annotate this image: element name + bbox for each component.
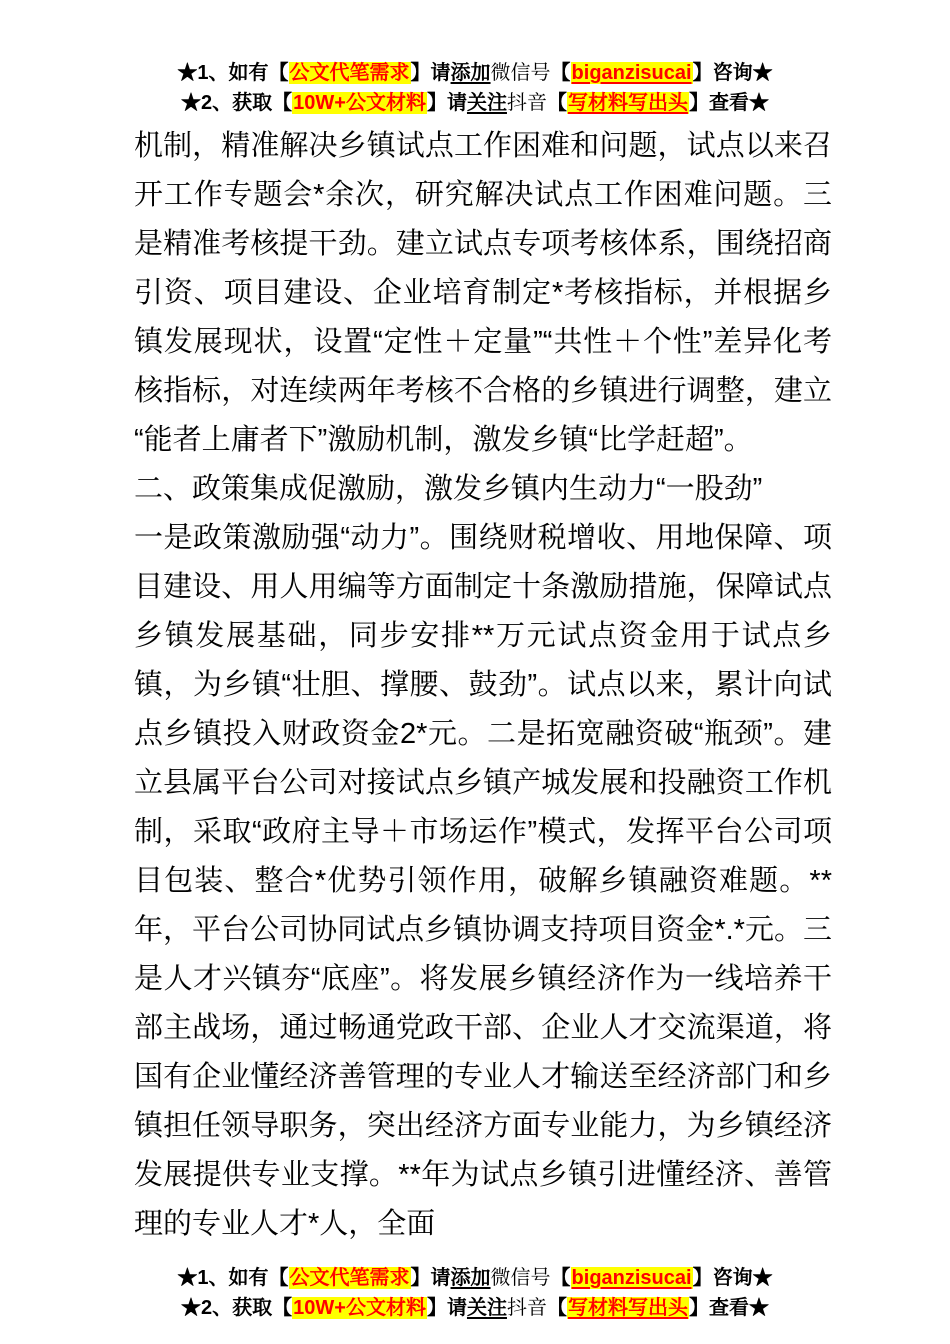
promo-line2-highlight-materials: 10W+公文材料 xyxy=(293,92,426,114)
promo-line1-highlight-service: 公文代笔需求 xyxy=(289,62,410,84)
promo-line2-channel-douyin: 抖音 xyxy=(506,92,547,114)
promo-banner-bottom xyxy=(0,1263,950,1323)
paragraph-continuation: 机制，精准解决乡镇试点工作困难和问题，试点以来召开工作专题会*余次，研究解决试点工作困难问题。三是精准考核提干劲。建立试点专项考核体系，围绕招商引资、项目建设、企业培育制定*考核指标，并根据乡镇发展现状，设置“定性＋定量”“共性＋个性”差异化考核指标，对连续两年考核不合格的乡镇进行调整，建立“能者上庸者下”激励机制，激发乡镇“比学赶超”。 xyxy=(134,130,832,456)
promo-line-1 xyxy=(0,58,950,88)
document-body xyxy=(0,118,950,1249)
promo-line1-highlight-service: 公文代笔需求 xyxy=(289,1267,410,1289)
promo-line2-suffix: 】查看★ xyxy=(688,1297,769,1319)
promo-line-2 xyxy=(0,1293,950,1323)
promo-line1-channel-wechat: 微信号 xyxy=(490,62,551,84)
section-heading: 二、政策集成促激励，激发乡镇内生动力“一股劲” xyxy=(134,473,763,505)
promo-line-2 xyxy=(0,88,950,118)
promo-line1-channel-wechat: 微信号 xyxy=(490,1267,551,1289)
promo-line1-mid: 】请 xyxy=(410,1267,451,1289)
promo-line2-bracket: 【 xyxy=(546,92,567,114)
promo-line1-bracket: 【 xyxy=(550,1267,571,1289)
promo-line2-channel-douyin: 抖音 xyxy=(506,1297,547,1319)
promo-line1-action-add: 添加 xyxy=(450,1267,491,1289)
paragraph-section-2: 一是政策激励强“动力”。围绕财税增收、用地保障、项目建设、用人用编等方面制定十条激励措施，保障试点乡镇发展基础，同步安排**万元试点资金用于试点乡镇，为乡镇“壮胆、撑腰、鼓劲”。试点以来，累计向试点乡镇投入财政资金2*元。二是拓宽融资破“瓶颈”。建立县属平台公司对接试点乡镇产城发展和投融资工作机制，采取“政府主导＋市场运作”模式，发挥平台公司项目包装、整合*优势引领作用，破解乡镇融资难题。**年，平台公司协同试点乡镇协调支持项目资金*.*元。三是人才兴镇夯“底座”。将发展乡镇经济作为一线培养干部主战场，通过畅通党政干部、企业人才交流渠道，将国有企业懂经济善管理的专业人才输送至经济部门和乡镇担任领导职务，突出经济方面专业能力，为乡镇经济发展提供专业支撑。**年为试点乡镇引进懂经济、善管理的专业人才*人，全面 xyxy=(134,522,832,1240)
promo-line2-action-follow: 关注 xyxy=(466,1297,507,1319)
promo-line2-prefix: ★2、获取【 xyxy=(181,92,293,114)
promo-line2-suffix: 】查看★ xyxy=(688,92,769,114)
promo-line2-bracket: 【 xyxy=(546,1297,567,1319)
promo-line1-wechat-id: biganzisucai xyxy=(571,62,692,84)
promo-line1-prefix: ★1、如有【 xyxy=(177,1267,289,1289)
promo-line2-prefix: ★2、获取【 xyxy=(181,1297,293,1319)
promo-line1-mid: 】请 xyxy=(410,62,451,84)
promo-line1-bracket: 【 xyxy=(550,62,571,84)
promo-line2-action-follow: 关注 xyxy=(466,92,507,114)
promo-line1-wechat-id: biganzisucai xyxy=(571,1267,692,1289)
promo-line2-douyin-name: 写材料写出头 xyxy=(567,92,688,114)
promo-line2-highlight-materials: 10W+公文材料 xyxy=(293,1297,426,1319)
promo-line2-douyin-name: 写材料写出头 xyxy=(567,1297,688,1319)
promo-line1-prefix: ★1、如有【 xyxy=(177,62,289,84)
promo-line1-suffix: 】咨询★ xyxy=(692,1267,773,1289)
promo-line2-mid: 】请 xyxy=(426,92,467,114)
promo-line2-mid: 】请 xyxy=(426,1297,467,1319)
promo-line-1 xyxy=(0,1263,950,1293)
promo-line1-action-add: 添加 xyxy=(450,62,491,84)
promo-banner-top xyxy=(0,58,950,118)
promo-line1-suffix: 】咨询★ xyxy=(692,62,773,84)
